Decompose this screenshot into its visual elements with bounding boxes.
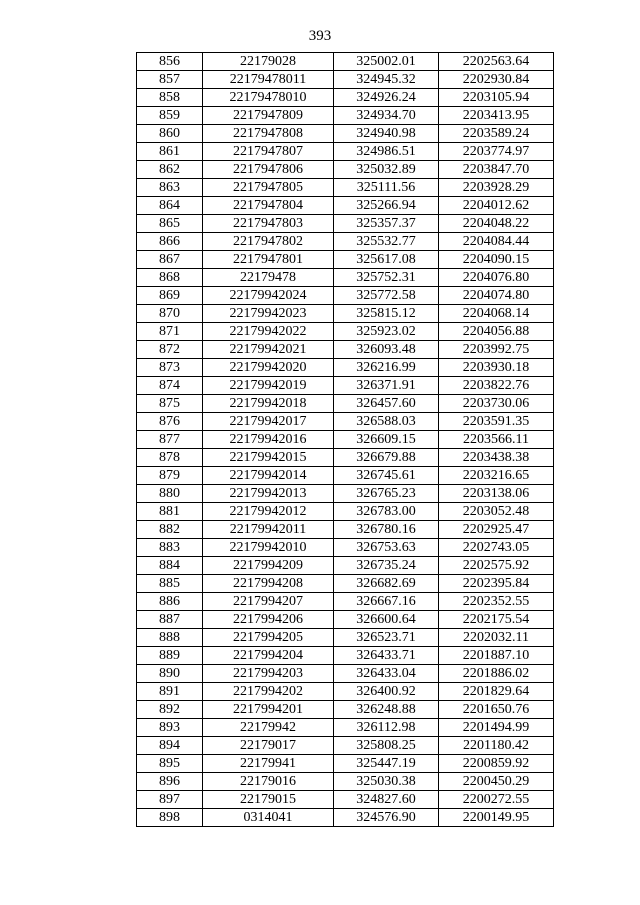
y-coordinate-cell: 2202925.47 xyxy=(439,521,554,539)
y-coordinate-cell: 2204084.44 xyxy=(439,233,554,251)
y-coordinate-cell: 2200272.55 xyxy=(439,791,554,809)
table-row xyxy=(137,71,554,89)
point-id-cell: 2217994209 xyxy=(203,557,334,575)
table-row xyxy=(137,179,554,197)
row-number-cell: 895 xyxy=(137,755,203,773)
y-coordinate-cell: 2203589.24 xyxy=(439,125,554,143)
point-id-cell: 22179942010 xyxy=(203,539,334,557)
row-number-cell: 874 xyxy=(137,377,203,395)
x-coordinate-cell: 326248.88 xyxy=(334,701,439,719)
point-id-cell: 22179478 xyxy=(203,269,334,287)
point-id-cell: 2217947801 xyxy=(203,251,334,269)
y-coordinate-cell: 2204074.80 xyxy=(439,287,554,305)
x-coordinate-cell: 326600.64 xyxy=(334,611,439,629)
point-id-cell: 2217947805 xyxy=(203,179,334,197)
y-coordinate-cell: 2204068.14 xyxy=(439,305,554,323)
x-coordinate-cell: 326433.04 xyxy=(334,665,439,683)
table-row xyxy=(137,665,554,683)
row-number-cell: 862 xyxy=(137,161,203,179)
point-id-cell: 2217994204 xyxy=(203,647,334,665)
x-coordinate-cell: 324934.70 xyxy=(334,107,439,125)
point-id-cell: 2217994206 xyxy=(203,611,334,629)
y-coordinate-cell: 2202352.55 xyxy=(439,593,554,611)
y-coordinate-cell: 2203591.35 xyxy=(439,413,554,431)
point-id-cell: 22179028 xyxy=(203,53,334,71)
y-coordinate-cell: 2202930.84 xyxy=(439,71,554,89)
x-coordinate-cell: 326765.23 xyxy=(334,485,439,503)
table-row xyxy=(137,53,554,71)
point-id-cell: 22179015 xyxy=(203,791,334,809)
y-coordinate-cell: 2203413.95 xyxy=(439,107,554,125)
point-id-cell: 22179942014 xyxy=(203,467,334,485)
y-coordinate-cell: 2202175.54 xyxy=(439,611,554,629)
point-id-cell: 2217947806 xyxy=(203,161,334,179)
y-coordinate-cell: 2200450.29 xyxy=(439,773,554,791)
x-coordinate-cell: 325357.37 xyxy=(334,215,439,233)
x-coordinate-cell: 324940.98 xyxy=(334,125,439,143)
y-coordinate-cell: 2203930.18 xyxy=(439,359,554,377)
x-coordinate-cell: 324926.24 xyxy=(334,89,439,107)
point-id-cell: 22179942019 xyxy=(203,377,334,395)
x-coordinate-cell: 326667.16 xyxy=(334,593,439,611)
row-number-cell: 884 xyxy=(137,557,203,575)
table-row xyxy=(137,629,554,647)
x-coordinate-cell: 325266.94 xyxy=(334,197,439,215)
table-row xyxy=(137,701,554,719)
x-coordinate-cell: 325111.56 xyxy=(334,179,439,197)
y-coordinate-cell: 2203928.29 xyxy=(439,179,554,197)
point-id-cell: 2217947803 xyxy=(203,215,334,233)
table-row xyxy=(137,413,554,431)
x-coordinate-cell: 326093.48 xyxy=(334,341,439,359)
point-id-cell: 2217994207 xyxy=(203,593,334,611)
y-coordinate-cell: 2203730.06 xyxy=(439,395,554,413)
row-number-cell: 897 xyxy=(137,791,203,809)
table-row xyxy=(137,107,554,125)
x-coordinate-cell: 325617.08 xyxy=(334,251,439,269)
y-coordinate-cell: 2200149.95 xyxy=(439,809,554,827)
point-id-cell: 22179942012 xyxy=(203,503,334,521)
table-row xyxy=(137,215,554,233)
row-number-cell: 885 xyxy=(137,575,203,593)
row-number-cell: 857 xyxy=(137,71,203,89)
y-coordinate-cell: 2203052.48 xyxy=(439,503,554,521)
point-id-cell: 22179016 xyxy=(203,773,334,791)
x-coordinate-cell: 324576.90 xyxy=(334,809,439,827)
x-coordinate-cell: 326216.99 xyxy=(334,359,439,377)
y-coordinate-cell: 2203847.70 xyxy=(439,161,554,179)
table-row xyxy=(137,251,554,269)
table-row xyxy=(137,737,554,755)
row-number-cell: 894 xyxy=(137,737,203,755)
y-coordinate-cell: 2201494.99 xyxy=(439,719,554,737)
y-coordinate-cell: 2201650.76 xyxy=(439,701,554,719)
y-coordinate-cell: 2204048.22 xyxy=(439,215,554,233)
table-row xyxy=(137,449,554,467)
table-row xyxy=(137,593,554,611)
point-id-cell: 22179942024 xyxy=(203,287,334,305)
y-coordinate-cell: 2201180.42 xyxy=(439,737,554,755)
row-number-cell: 898 xyxy=(137,809,203,827)
table-row xyxy=(137,683,554,701)
table-row xyxy=(137,197,554,215)
y-coordinate-cell: 2203138.06 xyxy=(439,485,554,503)
point-id-cell: 22179942 xyxy=(203,719,334,737)
row-number-cell: 866 xyxy=(137,233,203,251)
y-coordinate-cell: 2204012.62 xyxy=(439,197,554,215)
row-number-cell: 892 xyxy=(137,701,203,719)
y-coordinate-cell: 2202563.64 xyxy=(439,53,554,71)
row-number-cell: 879 xyxy=(137,467,203,485)
point-id-cell: 2217947802 xyxy=(203,233,334,251)
row-number-cell: 877 xyxy=(137,431,203,449)
y-coordinate-cell: 2202575.92 xyxy=(439,557,554,575)
point-id-cell: 22179942018 xyxy=(203,395,334,413)
point-id-cell: 22179942020 xyxy=(203,359,334,377)
point-id-cell: 22179017 xyxy=(203,737,334,755)
x-coordinate-cell: 326433.71 xyxy=(334,647,439,665)
y-coordinate-cell: 2202743.05 xyxy=(439,539,554,557)
y-coordinate-cell: 2204076.80 xyxy=(439,269,554,287)
point-id-cell: 22179942011 xyxy=(203,521,334,539)
table-row xyxy=(137,521,554,539)
y-coordinate-cell: 2201887.10 xyxy=(439,647,554,665)
x-coordinate-cell: 326735.24 xyxy=(334,557,439,575)
point-id-cell: 2217994205 xyxy=(203,629,334,647)
table-row xyxy=(137,341,554,359)
x-coordinate-cell: 326753.63 xyxy=(334,539,439,557)
x-coordinate-cell: 325772.58 xyxy=(334,287,439,305)
y-coordinate-cell: 2203774.97 xyxy=(439,143,554,161)
x-coordinate-cell: 326400.92 xyxy=(334,683,439,701)
x-coordinate-cell: 325447.19 xyxy=(334,755,439,773)
table-row xyxy=(137,611,554,629)
x-coordinate-cell: 326371.91 xyxy=(334,377,439,395)
row-number-cell: 868 xyxy=(137,269,203,287)
point-id-cell: 22179942016 xyxy=(203,431,334,449)
x-coordinate-cell: 324827.60 xyxy=(334,791,439,809)
table-body xyxy=(137,53,554,827)
table-row xyxy=(137,557,554,575)
point-id-cell: 22179942017 xyxy=(203,413,334,431)
y-coordinate-cell: 2202395.84 xyxy=(439,575,554,593)
point-id-cell: 22179942015 xyxy=(203,449,334,467)
table-row xyxy=(137,791,554,809)
row-number-cell: 893 xyxy=(137,719,203,737)
x-coordinate-cell: 325815.12 xyxy=(334,305,439,323)
row-number-cell: 856 xyxy=(137,53,203,71)
y-coordinate-cell: 2201886.02 xyxy=(439,665,554,683)
y-coordinate-cell: 2203992.75 xyxy=(439,341,554,359)
row-number-cell: 869 xyxy=(137,287,203,305)
x-coordinate-cell: 326588.03 xyxy=(334,413,439,431)
row-number-cell: 882 xyxy=(137,521,203,539)
x-coordinate-cell: 325923.02 xyxy=(334,323,439,341)
row-number-cell: 891 xyxy=(137,683,203,701)
row-number-cell: 888 xyxy=(137,629,203,647)
row-number-cell: 865 xyxy=(137,215,203,233)
x-coordinate-cell: 326679.88 xyxy=(334,449,439,467)
point-id-cell: 2217947809 xyxy=(203,107,334,125)
point-id-cell: 22179478010 xyxy=(203,89,334,107)
y-coordinate-cell: 2203438.38 xyxy=(439,449,554,467)
table-row xyxy=(137,323,554,341)
table-row xyxy=(137,161,554,179)
table-row xyxy=(137,395,554,413)
table-row xyxy=(137,647,554,665)
y-coordinate-cell: 2204090.15 xyxy=(439,251,554,269)
row-number-cell: 871 xyxy=(137,323,203,341)
row-number-cell: 870 xyxy=(137,305,203,323)
table-row xyxy=(137,287,554,305)
point-id-cell: 2217994208 xyxy=(203,575,334,593)
page-number: 393 xyxy=(308,28,332,44)
table-row xyxy=(137,467,554,485)
x-coordinate-cell: 325002.01 xyxy=(334,53,439,71)
table-row xyxy=(137,125,554,143)
x-coordinate-cell: 326783.00 xyxy=(334,503,439,521)
row-number-cell: 880 xyxy=(137,485,203,503)
table-row xyxy=(137,377,554,395)
y-coordinate-cell: 2203105.94 xyxy=(439,89,554,107)
point-id-cell: 22179942013 xyxy=(203,485,334,503)
table-row xyxy=(137,575,554,593)
table-row xyxy=(137,503,554,521)
table-row xyxy=(137,143,554,161)
table-row xyxy=(137,539,554,557)
row-number-cell: 872 xyxy=(137,341,203,359)
x-coordinate-cell: 325752.31 xyxy=(334,269,439,287)
table-row xyxy=(137,89,554,107)
table-row xyxy=(137,305,554,323)
x-coordinate-cell: 326780.16 xyxy=(334,521,439,539)
x-coordinate-cell: 326745.61 xyxy=(334,467,439,485)
y-coordinate-cell: 2200859.92 xyxy=(439,755,554,773)
x-coordinate-cell: 326112.98 xyxy=(334,719,439,737)
row-number-cell: 860 xyxy=(137,125,203,143)
y-coordinate-cell: 2203822.76 xyxy=(439,377,554,395)
point-id-cell: 22179942021 xyxy=(203,341,334,359)
point-id-cell: 2217994201 xyxy=(203,701,334,719)
table-row xyxy=(137,431,554,449)
table-row xyxy=(137,485,554,503)
point-id-cell: 22179941 xyxy=(203,755,334,773)
table-row xyxy=(137,809,554,827)
x-coordinate-cell: 326457.60 xyxy=(334,395,439,413)
point-id-cell: 2217994203 xyxy=(203,665,334,683)
coordinates-table xyxy=(136,52,554,827)
row-number-cell: 858 xyxy=(137,89,203,107)
point-id-cell: 2217947807 xyxy=(203,143,334,161)
row-number-cell: 867 xyxy=(137,251,203,269)
point-id-cell: 22179942023 xyxy=(203,305,334,323)
table-row xyxy=(137,269,554,287)
x-coordinate-cell: 326609.15 xyxy=(334,431,439,449)
x-coordinate-cell: 326523.71 xyxy=(334,629,439,647)
row-number-cell: 881 xyxy=(137,503,203,521)
point-id-cell: 22179478011 xyxy=(203,71,334,89)
row-number-cell: 875 xyxy=(137,395,203,413)
x-coordinate-cell: 325532.77 xyxy=(334,233,439,251)
row-number-cell: 883 xyxy=(137,539,203,557)
row-number-cell: 889 xyxy=(137,647,203,665)
row-number-cell: 863 xyxy=(137,179,203,197)
table-row xyxy=(137,755,554,773)
row-number-cell: 887 xyxy=(137,611,203,629)
y-coordinate-cell: 2204056.88 xyxy=(439,323,554,341)
y-coordinate-cell: 2201829.64 xyxy=(439,683,554,701)
y-coordinate-cell: 2203566.11 xyxy=(439,431,554,449)
table-row xyxy=(137,719,554,737)
row-number-cell: 878 xyxy=(137,449,203,467)
row-number-cell: 873 xyxy=(137,359,203,377)
point-id-cell: 0314041 xyxy=(203,809,334,827)
x-coordinate-cell: 324986.51 xyxy=(334,143,439,161)
x-coordinate-cell: 324945.32 xyxy=(334,71,439,89)
row-number-cell: 864 xyxy=(137,197,203,215)
table-row xyxy=(137,773,554,791)
point-id-cell: 22179942022 xyxy=(203,323,334,341)
point-id-cell: 2217994202 xyxy=(203,683,334,701)
table-row xyxy=(137,359,554,377)
table-row xyxy=(137,233,554,251)
y-coordinate-cell: 2203216.65 xyxy=(439,467,554,485)
x-coordinate-cell: 326682.69 xyxy=(334,575,439,593)
row-number-cell: 896 xyxy=(137,773,203,791)
row-number-cell: 890 xyxy=(137,665,203,683)
x-coordinate-cell: 325808.25 xyxy=(334,737,439,755)
row-number-cell: 861 xyxy=(137,143,203,161)
x-coordinate-cell: 325032.89 xyxy=(334,161,439,179)
row-number-cell: 876 xyxy=(137,413,203,431)
point-id-cell: 2217947804 xyxy=(203,197,334,215)
row-number-cell: 886 xyxy=(137,593,203,611)
row-number-cell: 859 xyxy=(137,107,203,125)
x-coordinate-cell: 325030.38 xyxy=(334,773,439,791)
y-coordinate-cell: 2202032.11 xyxy=(439,629,554,647)
point-id-cell: 2217947808 xyxy=(203,125,334,143)
